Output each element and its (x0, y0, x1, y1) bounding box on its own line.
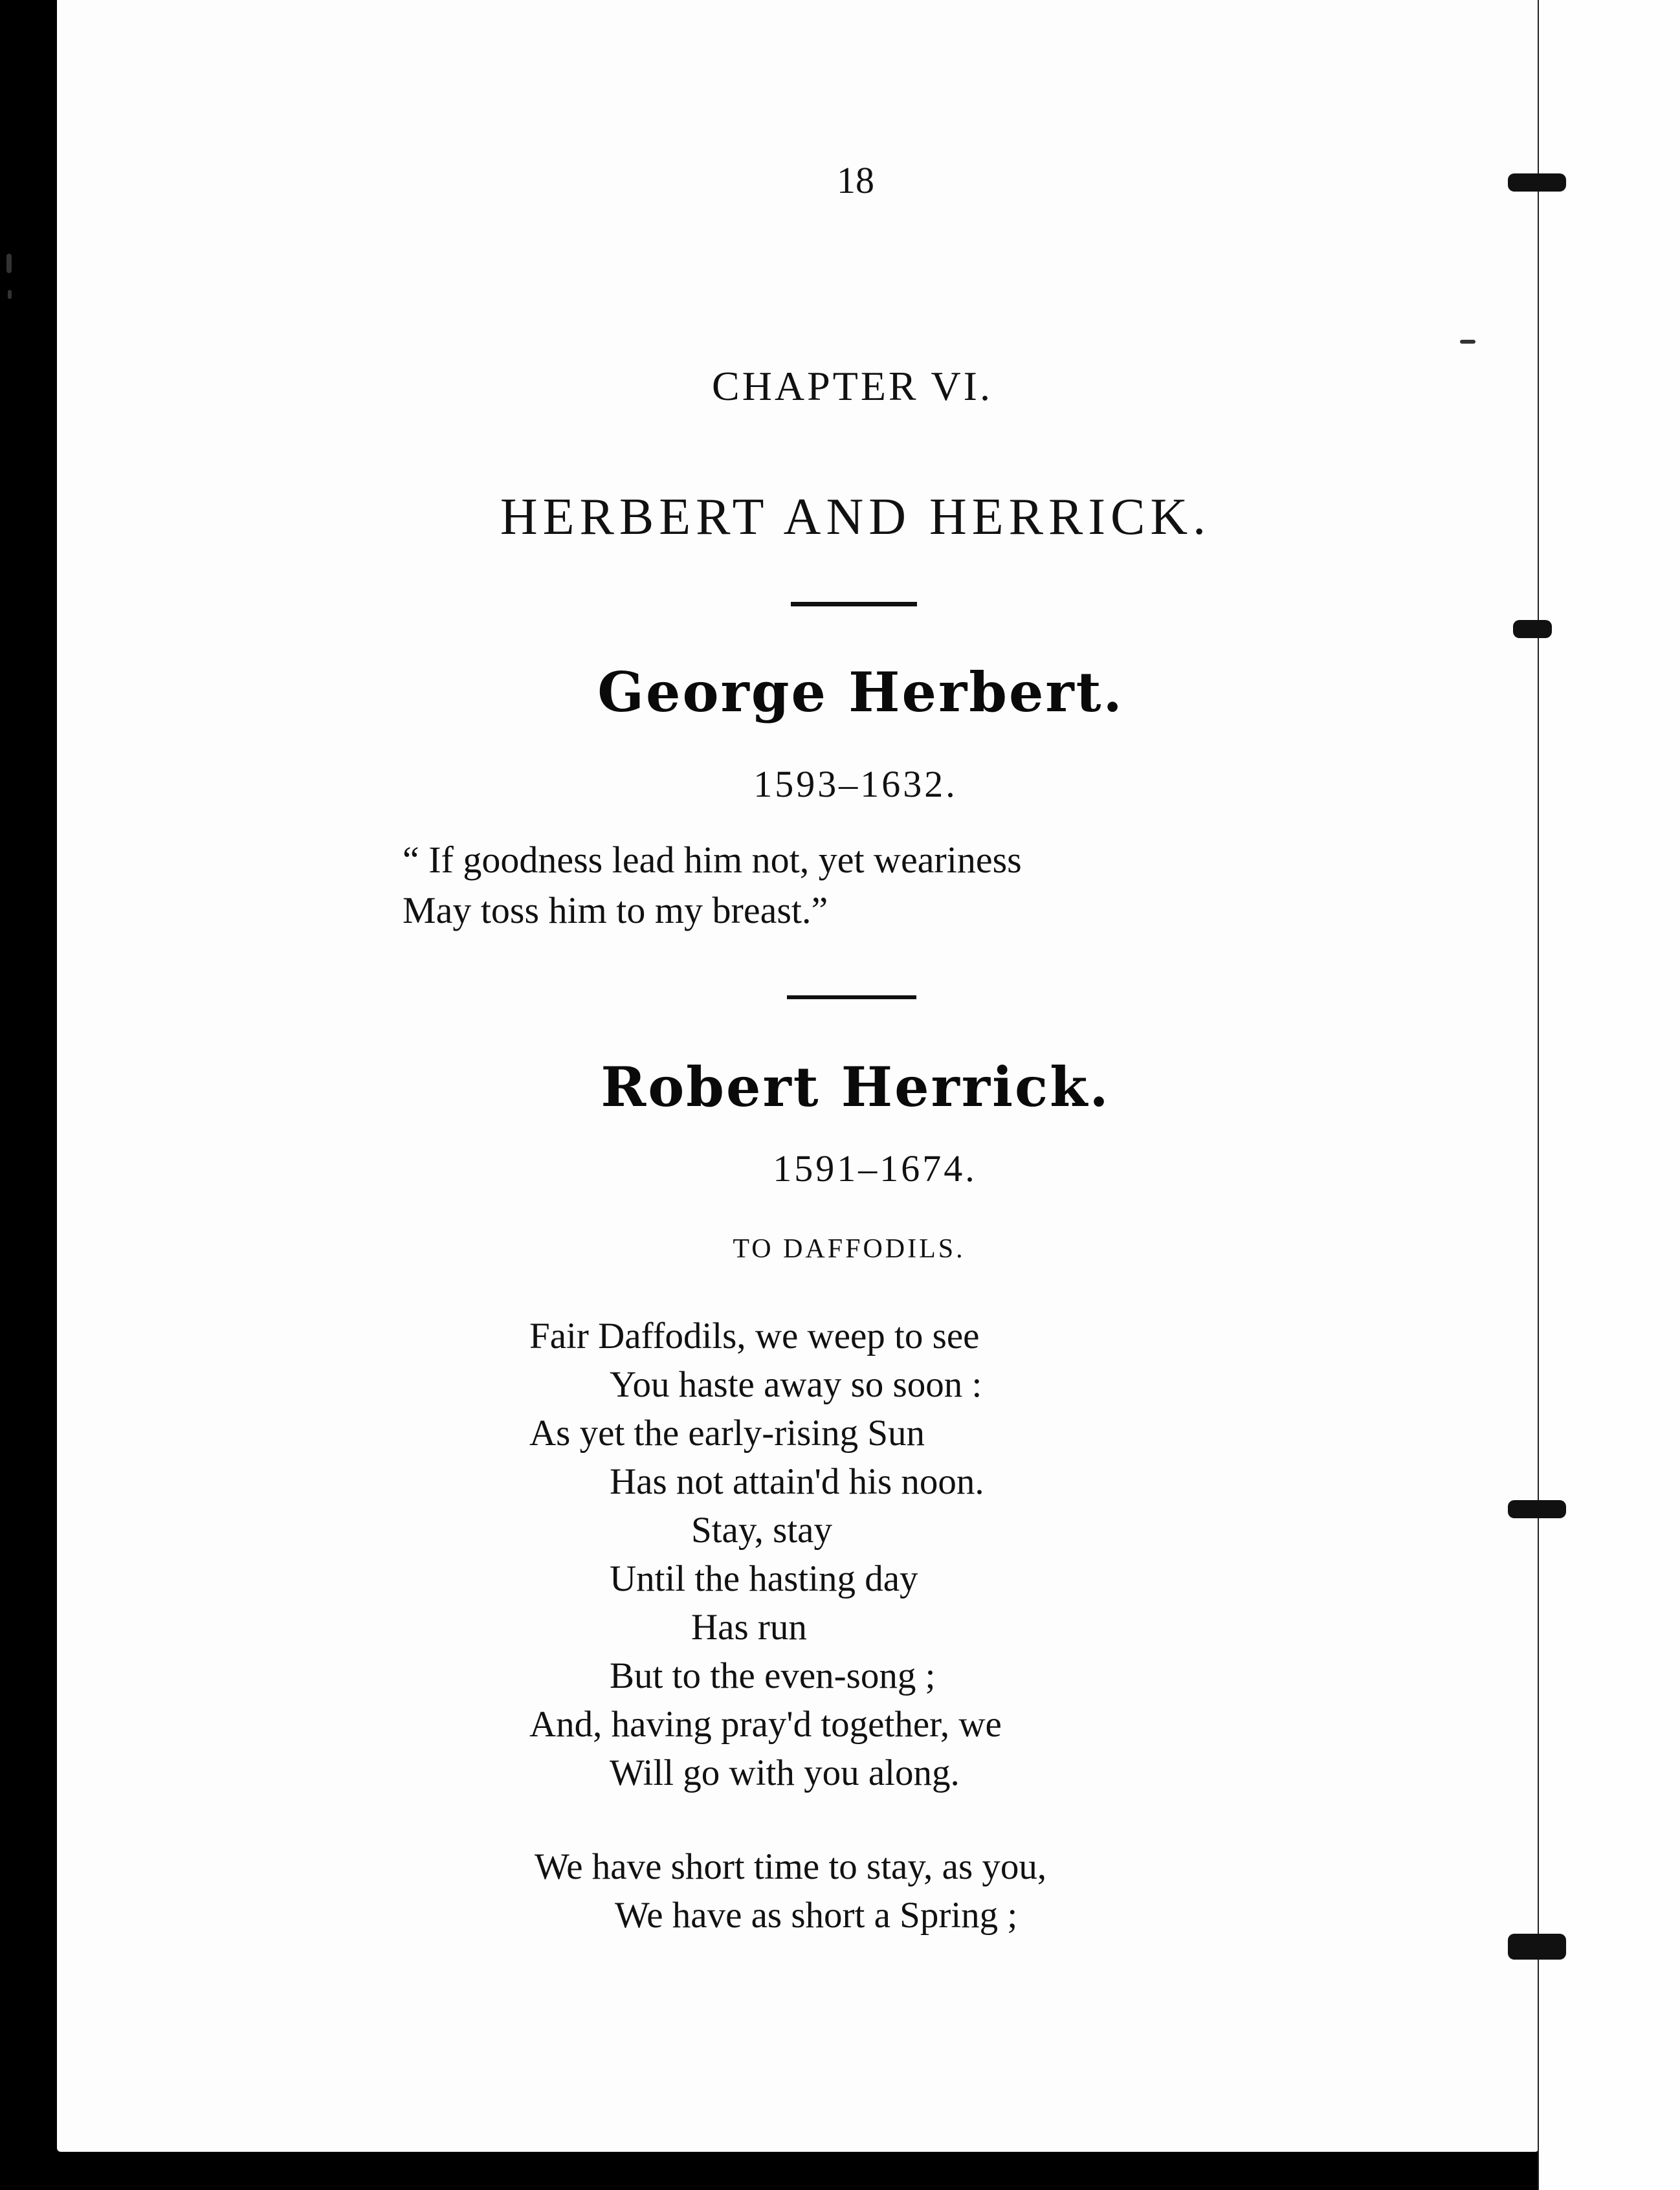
poem-title: TO DAFFODILS. (733, 1234, 966, 1264)
herbert-quote-line-2: May toss him to my breast.” (403, 889, 828, 931)
binding-stitch (1508, 1500, 1566, 1518)
poem-line: Has not attain'd his noon. (610, 1461, 984, 1502)
poem-line: Will go with you along. (610, 1753, 960, 1793)
section-heading-robert-herrick: Robert Herrick. (601, 1055, 1111, 1119)
scan-speck (1460, 340, 1476, 344)
section-divider (791, 602, 917, 606)
poem-line: You haste away so soon : (610, 1364, 982, 1405)
adjacent-page-strip (1538, 0, 1680, 2190)
page-edge-line (1538, 0, 1539, 2190)
binding-stitch (1508, 173, 1566, 192)
poem-line: As yet the early-rising Sun (529, 1413, 925, 1454)
binding-stitch (1508, 1934, 1566, 1960)
poem-line: Until the hasting day (610, 1558, 918, 1599)
herbert-dates: 1593–1632. (753, 763, 958, 805)
chapter-title: HERBERT AND HERRICK. (500, 489, 1211, 546)
section-heading-george-herbert: George Herbert. (597, 660, 1124, 724)
herrick-dates: 1591–1674. (773, 1147, 977, 1189)
poem-line: Stay, stay (691, 1510, 832, 1551)
scan-speck (6, 254, 12, 273)
herbert-quote-line-1: “ If goodness lead him not, yet weariness (403, 839, 1022, 881)
poem-line: Has run (691, 1607, 807, 1648)
section-divider (787, 995, 916, 999)
poem-line: But to the even-song ; (610, 1655, 936, 1696)
page-number: 18 (837, 159, 874, 201)
poem-line: We have as short a Spring ; (615, 1895, 1018, 1936)
binding-stitch (1513, 620, 1552, 638)
poem-line: We have short time to stay, as you, (535, 1846, 1047, 1887)
poem-line: And, having pray'd together, we (529, 1704, 1002, 1745)
scan-speck (8, 290, 12, 299)
poem-line: Fair Daffodils, we weep to see (529, 1316, 980, 1356)
chapter-number: CHAPTER VI. (712, 363, 993, 409)
